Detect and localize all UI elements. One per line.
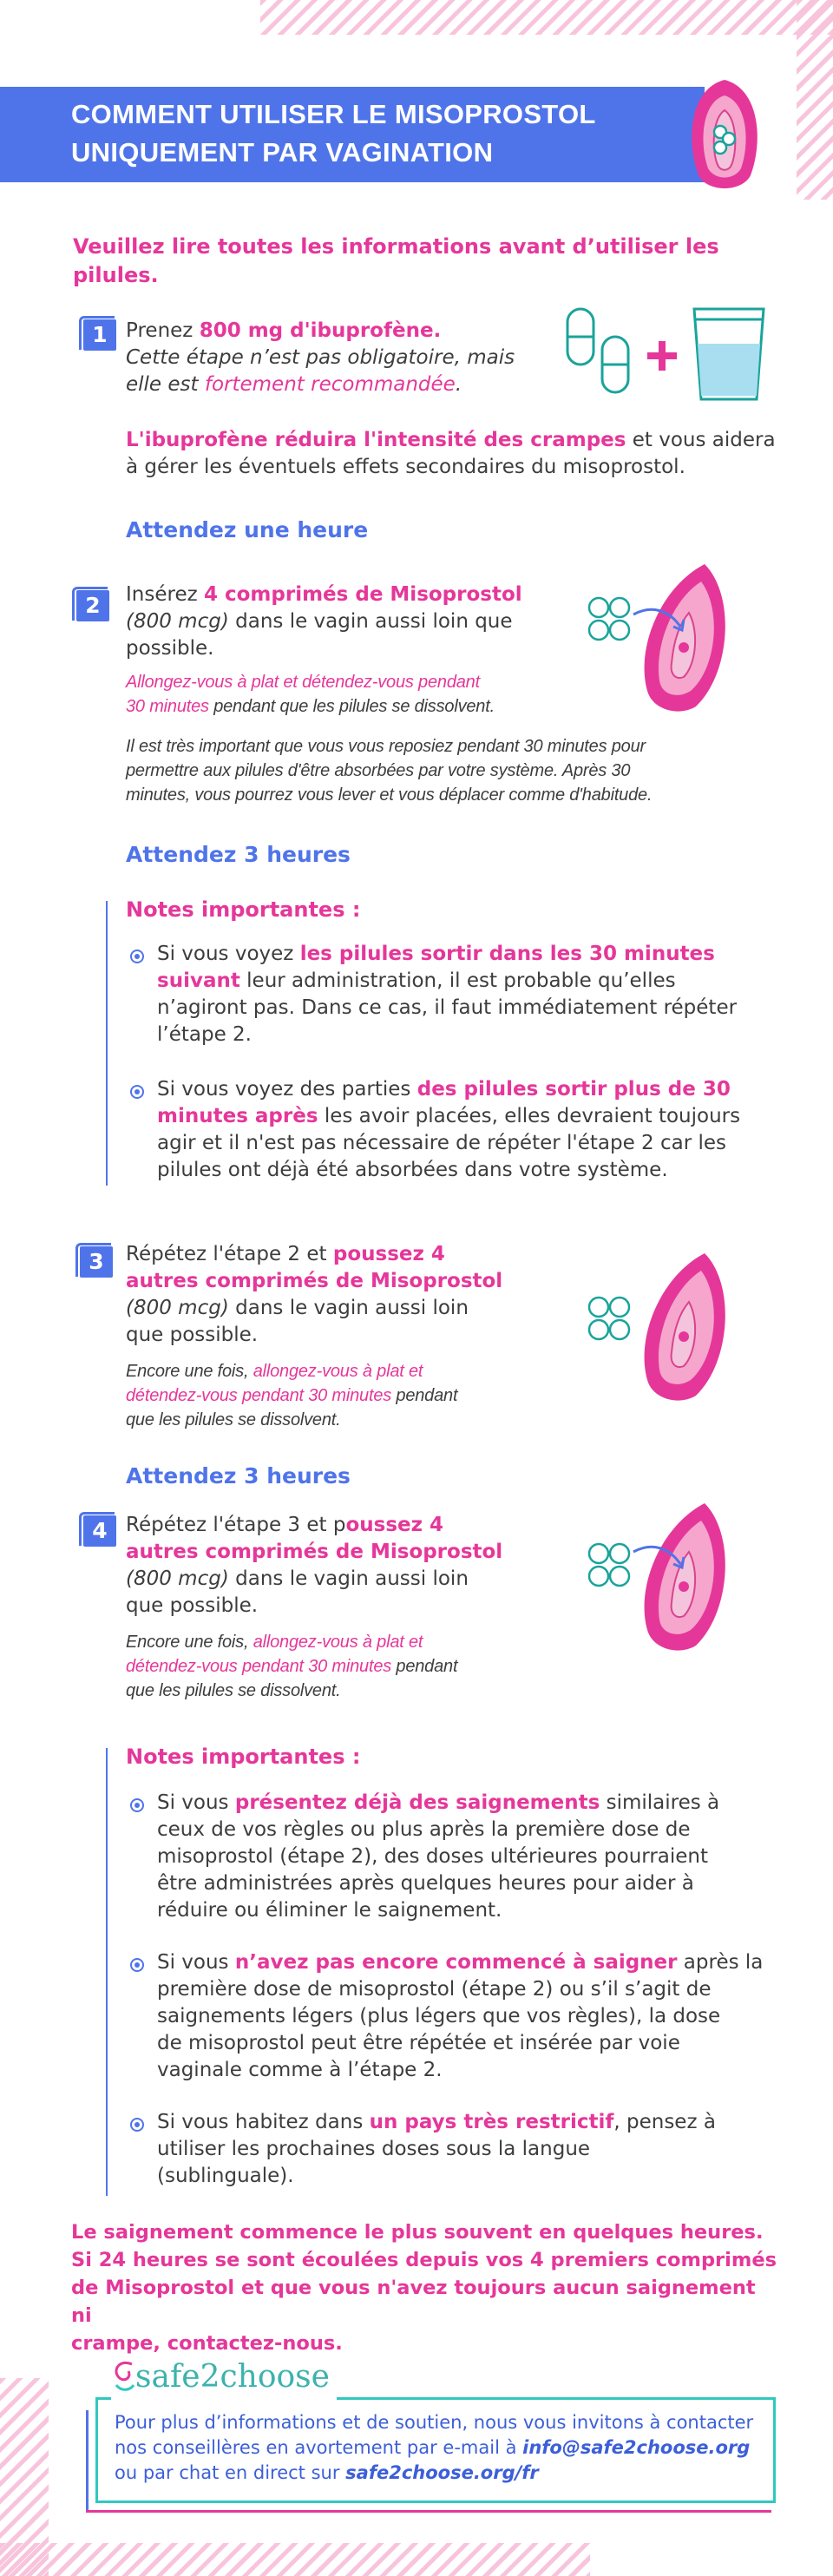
notes-2-divider — [106, 1748, 108, 2196]
bullet-icon — [130, 1958, 144, 1972]
wait-one-hour: Attendez une heure — [126, 517, 369, 542]
step-4-rest-instructions: Encore une fois, allongez-vous à plat et détendez-vous pendant 30 minutes pendant que les pilules se dissolvent. — [126, 1633, 458, 1700]
step-2-rest-instructions: Allongez-vous à plat et détendez-vous pendant 30 minutes pendant que les pilules se dissolvent. — [126, 673, 495, 716]
pills-plus-water-icon — [564, 302, 772, 406]
step-3-rest-instructions: Encore une fois, allongez-vous à plat et détendez-vous pendant 30 minutes pendant que les pilules se dissolvent. — [126, 1362, 458, 1429]
step-4-text: Répétez l'étape 3 et poussez 4 autres comprimés de Misoprostol (800 mcg) dans le vagin aussi loin que possible. — [126, 1514, 503, 1617]
notes-1-item-1: Si vous voyez les pilules sortir dans les 30 minutes suivant leur administration, il est probable qu’elles n’agiront pas. Dans ce cas, il faut immédiatement répéter l’étape 2. — [157, 943, 738, 1046]
step-1-text: Prenez 800 mg d'ibuprofène. Cette étape n’est pas obligatoire, mais elle est fortement recommandée. — [126, 319, 515, 396]
vaginal-insertion-illustration-2 — [583, 561, 739, 717]
step-4-badge: 4 — [83, 1515, 116, 1547]
bullet-icon — [130, 950, 144, 963]
bleeding-warning: Le saignement commence le plus souvent en quelques heures. Si 24 heures se sont écoulées depuis vos 4 premiers comprimés de Misoprostol et que vous n'avez toujours aucun saignement ni crampe, contactez-nous. — [71, 2221, 777, 2355]
vaginal-insertion-illustration-3 — [583, 1250, 739, 1406]
notes-1-divider — [106, 901, 108, 1186]
step-2-important-note: Il est très important que vous vous reposiez pendant 30 minutes pour permettre aux pilules d'être absorbées par votre système. Après 30 minutes, vous pourrez vous lever et vous déplacer comme d'habitude. — [126, 737, 653, 805]
website-link[interactable]: safe2choose.org/fr — [345, 2462, 539, 2483]
wait-three-hours-1: Attendez 3 heures — [126, 842, 351, 867]
step-1-badge: 1 — [83, 319, 116, 351]
top-hatch-decoration — [260, 0, 833, 35]
step-1-info: L'ibuprofène réduira l'intensité des crampes et vous aidera à gérer les éventuels effets secondaires du misoprostol. — [126, 429, 776, 478]
page-title: COMMENT UTILISER LE MISOPROSTOL UNIQUEMENT PAR VAGINATION — [71, 99, 596, 168]
notes-2-item-2: Si vous n’avez pas encore commencé à saigner après la première dose de misoprostol (étape 2) ou s’il s’agit de saignements légers (plus légers que vos règles), la dose de misoprostol peut être répétée et insérée par voie vaginale comme à l’étape 2. — [157, 1951, 764, 2081]
bullet-icon — [130, 1085, 144, 1099]
bottom-hatch-decoration — [0, 2543, 590, 2576]
vaginal-insertion-illustration-4 — [583, 1500, 739, 1656]
bullet-icon — [130, 2118, 144, 2132]
vulva-illustration-header — [677, 71, 772, 201]
safe2choose-logo: safe2choose — [111, 2359, 337, 2402]
email-link[interactable]: info@safe2choose.org — [522, 2437, 751, 2458]
contact-text: Pour plus d’informations et de soutien, nous vous invitons à contacter nos conseillères en avortement par e-mail à info@safe2choose.org ou par chat en direct sur safe2choose.org/fr — [115, 2412, 754, 2483]
intro-text: Veuillez lire toutes les informations avant d’utiliser les pilules. — [73, 234, 719, 287]
step-3-text: Répétez l'étape 2 et poussez 4 autres comprimés de Misoprostol (800 mcg) dans le vagin aussi loin que possible. — [126, 1243, 503, 1346]
step-2-text: Insérez 4 comprimés de Misoprostol (800 mcg) dans le vagin aussi loin que possible. — [126, 583, 522, 660]
step-3-badge: 3 — [80, 1246, 113, 1278]
logo-swirl-icon — [111, 2359, 135, 2394]
notes-2-item-1: Si vous présentez déjà des saignements similaires à ceux de vos règles ou plus après la première dose de misoprostol (étape 2), des doses ultérieures pourraient être administrées après quelques heures pour aider à réduire ou éliminer le saignement. — [157, 1791, 720, 1922]
notes-1-item-2: Si vous voyez des parties des pilules sortir plus de 30 minutes après les avoir placées, elles devraient toujours agir et il n'est pas nécessaire de répéter l'étape 2 car les pilules ont déjà été absorbées dans votre système. — [157, 1078, 741, 1181]
right-hatch-decoration — [797, 0, 833, 200]
important-notes-title-1: Notes importantes : — [126, 897, 361, 922]
bullet-icon — [130, 1798, 144, 1812]
step-2-badge: 2 — [76, 590, 109, 621]
important-notes-title-2: Notes importantes : — [126, 1745, 361, 1769]
title-banner — [0, 87, 705, 182]
wait-three-hours-2: Attendez 3 heures — [126, 1463, 351, 1488]
notes-2-item-3: Si vous habitez dans un pays très restrictif, pensez à utiliser les prochaines doses sous la langue (sublinguale). — [157, 2111, 716, 2187]
